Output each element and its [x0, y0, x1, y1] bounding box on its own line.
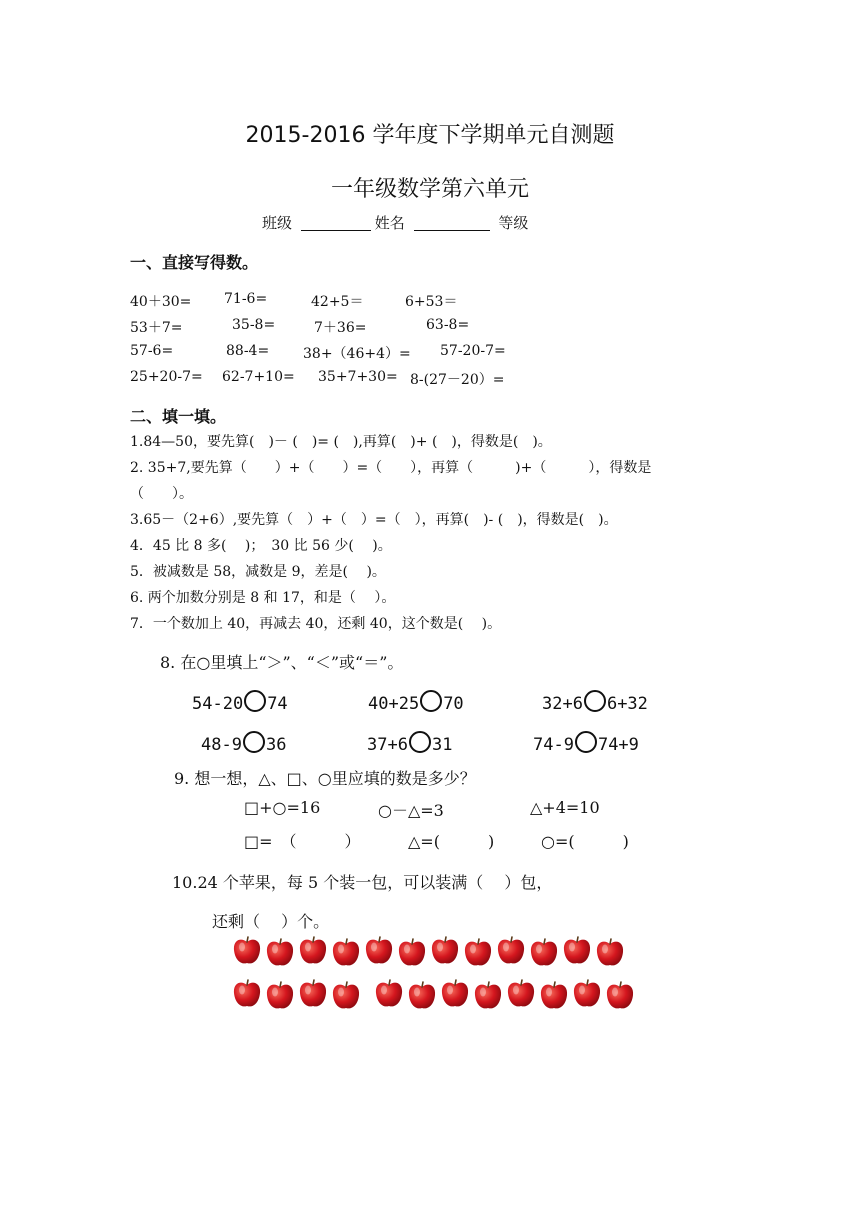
question-6: 6. 两个加数分别是 8 和 17，和是（ ）。	[130, 590, 396, 606]
apple-row-2	[232, 975, 632, 1017]
compare-left: 74-9	[533, 735, 574, 755]
apple-image	[440, 977, 470, 1009]
apple-image	[430, 934, 460, 966]
compare-item	[542, 690, 648, 714]
apple-image	[331, 936, 361, 968]
apple-image	[605, 979, 635, 1011]
compare-item	[367, 731, 452, 755]
compare-right: 31	[431, 735, 453, 755]
calc-item: 8-(27－20）=	[410, 372, 505, 388]
apple-image	[364, 934, 394, 966]
apple-image	[572, 977, 602, 1009]
q9-equation: ○－△=3	[378, 801, 444, 820]
apple-image	[529, 936, 559, 968]
apple-image	[374, 977, 404, 1009]
compare-right: 74	[267, 694, 288, 714]
name-label: 姓名	[374, 214, 405, 232]
compare-item	[533, 731, 639, 755]
question-3: 3.65－（2+6）,要先算（ ）+（ ）=（ ），再算( )- ( )，得数是( )。	[130, 512, 618, 528]
worksheet-title: 2015-2016 学年度下学期单元自测题	[245, 123, 615, 148]
apple-image	[595, 936, 625, 968]
worksheet-subtitle: 一年级数学第六单元	[330, 177, 529, 202]
compare-left: 54-20	[192, 694, 244, 714]
calc-item: 63-8=	[426, 317, 470, 333]
q9-answer: □= （ ）	[244, 832, 361, 851]
calc-item: 53＋7=	[130, 320, 183, 336]
answer-circle[interactable]	[243, 731, 265, 753]
question-7: 7．一个数加上 40，再减去 40，还剩 40，这个数是( )。	[130, 616, 502, 632]
question-2-line1: 2. 35+7,要先算（ ）+（ ）=（ ），再算（ )+（ ），得数是	[130, 460, 652, 476]
answer-circle[interactable]	[584, 690, 606, 712]
apple-image	[496, 934, 526, 966]
question-1: 1.84—50，要先算( )－ ( )= ( ),再算( )+ ( )，得数是( )。	[130, 434, 552, 450]
section1-heading: 一、直接写得数。	[130, 253, 259, 272]
answer-circle[interactable]	[409, 731, 431, 753]
apple-image	[506, 977, 536, 1009]
compare-right: 74+9	[597, 735, 639, 755]
student-info-line	[262, 212, 528, 233]
apple-row-1	[232, 934, 632, 974]
calc-item: 88-4=	[226, 343, 270, 359]
question-10-line1: 10.24 个苹果，每 5 个装一包，可以装满（ ）包，	[172, 873, 553, 892]
apple-image	[232, 977, 262, 1009]
apple-image	[473, 979, 503, 1011]
q9-equation: □+○=16	[244, 798, 321, 817]
calc-item: 62-7+10=	[222, 369, 295, 385]
compare-item	[368, 690, 464, 714]
apple-image	[232, 934, 262, 966]
calc-item: 35-8=	[232, 317, 276, 333]
answer-circle[interactable]	[420, 690, 442, 712]
compare-right: 36	[265, 735, 287, 755]
grade-label: 等级	[498, 214, 529, 232]
compare-left: 37+6	[367, 735, 408, 755]
section2-heading: 二、填一填。	[130, 407, 227, 426]
calc-item: 71-6=	[224, 291, 268, 307]
question-5: 5．被减数是 58，减数是 9，差是( )。	[130, 564, 386, 580]
compare-item	[201, 731, 286, 755]
calc-item: 57-6=	[130, 343, 174, 359]
question-4: 4．45 比 8 多( )； 30 比 56 少( )。	[130, 538, 392, 554]
apple-image	[265, 936, 295, 968]
apple-image	[331, 979, 361, 1011]
apple-image	[298, 934, 328, 966]
calc-item: 42+5＝	[311, 294, 364, 310]
question-2-line2: （ ）。	[130, 486, 193, 502]
apple-image	[539, 979, 569, 1011]
apple-image	[265, 979, 295, 1011]
class-blank[interactable]	[301, 216, 371, 231]
calc-item: 35+7+30=	[318, 369, 398, 385]
calc-item: 7＋36=	[314, 320, 367, 336]
answer-circle[interactable]	[244, 690, 266, 712]
name-blank[interactable]	[414, 216, 490, 231]
question-10-line2: 还剩（ ）个。	[212, 912, 330, 931]
apple-image	[463, 936, 493, 968]
compare-right: 70	[443, 694, 464, 714]
apple-image	[407, 979, 437, 1011]
calc-item: 57-20-7=	[440, 343, 506, 359]
question-8: 8. 在○里填上“＞”、“＜”或“＝”。	[160, 653, 404, 672]
compare-left: 48-9	[201, 735, 242, 755]
class-label: 班级	[262, 214, 293, 232]
calc-item: 40＋30=	[130, 294, 192, 310]
apple-image	[298, 977, 328, 1009]
calc-item: 25+20-7=	[130, 369, 203, 385]
compare-item	[192, 690, 288, 714]
q9-answer: △=( )	[408, 832, 495, 851]
apple-image	[562, 934, 592, 966]
calc-item: 38+（46+4）=	[303, 346, 411, 362]
compare-right: 6+32	[606, 694, 648, 714]
q9-answer: ○=( )	[541, 832, 629, 851]
apple-image	[397, 936, 427, 968]
calc-item: 6+53＝	[405, 294, 458, 310]
question-9: 9. 想一想，△、□、○里应填的数是多少？	[174, 769, 476, 788]
q9-equation: △+4=10	[530, 798, 600, 817]
compare-left: 32+6	[542, 694, 583, 714]
compare-left: 40+25	[368, 694, 420, 714]
answer-circle[interactable]	[575, 731, 597, 753]
